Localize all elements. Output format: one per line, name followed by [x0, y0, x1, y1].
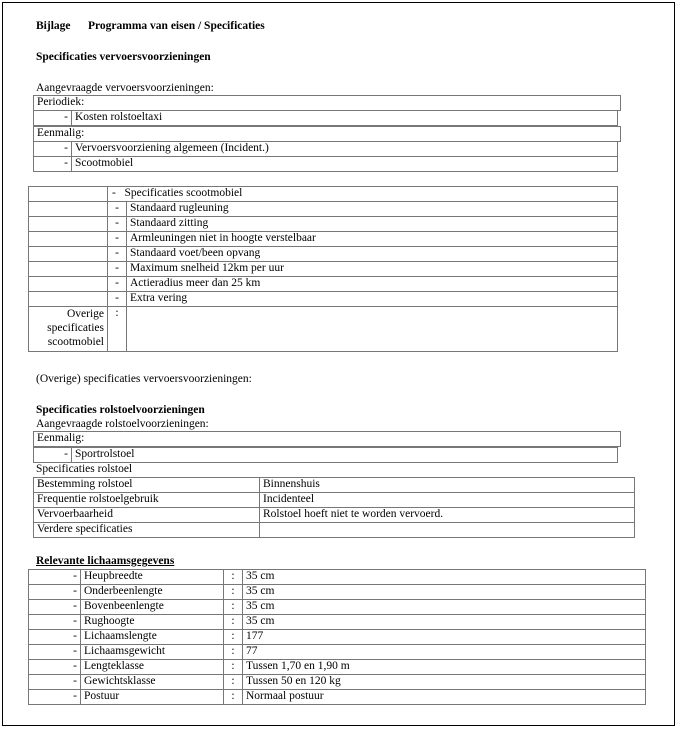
- body-label: Bovenbeenlengte: [81, 600, 224, 615]
- rolstoel-items-table: [33, 447, 618, 463]
- colon: :: [224, 630, 243, 645]
- document-title: Programma van eisen / Specificaties: [88, 20, 265, 32]
- body-label: Lengteklasse: [81, 660, 224, 675]
- body-label: Lichaamsgewicht: [81, 645, 224, 660]
- table-row: [29, 262, 618, 277]
- dash: -: [108, 232, 127, 247]
- overige-vervoer-label: (Overige) specificaties vervoersvoorzieningen:: [36, 373, 252, 385]
- rolstoel-spec-title: Specificaties rolstoel: [36, 463, 133, 475]
- table-row: [29, 660, 646, 675]
- overige-scoot-value: [127, 307, 618, 352]
- table-row: [29, 202, 618, 217]
- dash: -: [29, 600, 81, 615]
- body-label: Rughoogte: [81, 615, 224, 630]
- dash: -: [29, 675, 81, 690]
- body-value: 77: [243, 645, 646, 660]
- list-item: [34, 111, 618, 126]
- body-value: Tussen 50 en 120 kg: [243, 675, 646, 690]
- body-label: Postuur: [81, 690, 224, 705]
- spec-label: Bestemming rolstoel: [34, 478, 260, 493]
- eenmalig-items-table: [33, 141, 618, 172]
- body-value: Normaal postuur: [243, 690, 646, 705]
- eenmalig-item: Vervoersvoorziening algemeen (Incident.): [72, 142, 618, 157]
- dash: -: [29, 660, 81, 675]
- table-row: [29, 600, 646, 615]
- table-row: [34, 478, 635, 493]
- colon: :: [224, 660, 243, 675]
- colon: :: [224, 690, 243, 705]
- rolstoel-eenmalig-label: Eenmalig:: [34, 432, 621, 447]
- table-row: [29, 292, 618, 307]
- scoot-spec: Extra vering: [127, 292, 618, 307]
- lichaamsgegevens-table: [28, 569, 646, 705]
- rolstoel-eenmalig-table: [33, 431, 621, 447]
- dash: -: [112, 187, 116, 199]
- spec-label: Verdere specificaties: [34, 523, 260, 538]
- dash: -: [108, 217, 127, 232]
- colon: :: [224, 645, 243, 660]
- scootmobiel-specs-table: [28, 186, 618, 352]
- spec-value: Rolstoel hoeft niet te worden vervoerd.: [260, 508, 635, 523]
- dash: -: [29, 615, 81, 630]
- list-item: [34, 142, 618, 157]
- body-label: Onderbeenlengte: [81, 585, 224, 600]
- scootmobiel-title: Specificaties scootmobiel: [124, 187, 243, 199]
- body-value: 35 cm: [243, 570, 646, 585]
- scoot-spec: Standaard zitting: [127, 217, 618, 232]
- table-row: [29, 645, 646, 660]
- overige-scoot-label: Overige specificaties scootmobiel: [29, 307, 108, 352]
- rolstoel-item: Sportrolstoel: [72, 448, 618, 463]
- table-row: [29, 247, 618, 262]
- table-row: [29, 277, 618, 292]
- dash: -: [108, 247, 127, 262]
- spec-value: Binnenshuis: [260, 478, 635, 493]
- spec-value: Incidenteel: [260, 493, 635, 508]
- scoot-spec: Standaard rugleuning: [127, 202, 618, 217]
- body-label: Gewichtsklasse: [81, 675, 224, 690]
- dash: -: [29, 690, 81, 705]
- dash: -: [29, 570, 81, 585]
- dash: -: [34, 157, 72, 172]
- scoot-spec: Actieradius meer dan 25 km: [127, 277, 618, 292]
- dash: -: [29, 630, 81, 645]
- colon: :: [224, 615, 243, 630]
- scoot-spec: Armleuningen niet in hoogte verstelbaar: [127, 232, 618, 247]
- spec-label: Frequentie rolstoelgebruik: [34, 493, 260, 508]
- scoot-spec: Standaard voet/been opvang: [127, 247, 618, 262]
- list-item: [34, 448, 618, 463]
- dash: -: [29, 585, 81, 600]
- periodiek-items-table: [33, 110, 618, 126]
- body-value: 35 cm: [243, 585, 646, 600]
- table-row: [29, 217, 618, 232]
- colon: :: [224, 570, 243, 585]
- dash: -: [108, 292, 127, 307]
- body-value: Tussen 1,70 en 1,90 m: [243, 660, 646, 675]
- table-row: [29, 690, 646, 705]
- rolstoel-heading: Specificaties rolstoelvoorzieningen: [36, 404, 205, 416]
- table-row: [29, 615, 646, 630]
- bijlage-label: Bijlage: [36, 20, 71, 32]
- rolstoel-specs-table: [33, 477, 635, 538]
- dash: -: [34, 111, 72, 126]
- scoot-spec: Maximum snelheid 12km per uur: [127, 262, 618, 277]
- table-row: [29, 232, 618, 247]
- table-row: [34, 508, 635, 523]
- dash: -: [108, 262, 127, 277]
- dash: -: [108, 277, 127, 292]
- periodiek-item: Kosten rolstoeltaxi: [72, 111, 618, 126]
- eenmalig-header-table: [33, 126, 621, 142]
- colon: :: [108, 307, 127, 352]
- rolstoel-aangevraagd: Aangevraagde rolstoelvoorzieningen:: [36, 418, 209, 430]
- body-label: Lichaamslengte: [81, 630, 224, 645]
- colon: :: [224, 585, 243, 600]
- table-row: [29, 585, 646, 600]
- table-row: [34, 523, 635, 538]
- table-row: [29, 570, 646, 585]
- body-value: 177: [243, 630, 646, 645]
- lichaam-heading: Relevante lichaamsgegevens: [36, 555, 175, 567]
- eenmalig-label: Eenmalig:: [34, 127, 621, 142]
- body-label: Heupbreedte: [81, 570, 224, 585]
- colon: :: [224, 600, 243, 615]
- dash: -: [34, 448, 72, 463]
- table-row: [29, 307, 618, 352]
- body-value: 35 cm: [243, 600, 646, 615]
- eenmalig-item: Scootmobiel: [72, 157, 618, 172]
- dash: -: [108, 202, 127, 217]
- table-row: [34, 493, 635, 508]
- table-row: [29, 630, 646, 645]
- dash: -: [34, 142, 72, 157]
- spec-label: Vervoerbaarheid: [34, 508, 260, 523]
- table-row: [29, 675, 646, 690]
- vervoer-heading: Specificaties vervoersvoorzieningen: [36, 51, 211, 63]
- dash: -: [29, 645, 81, 660]
- spec-value: [260, 523, 635, 538]
- colon: :: [224, 675, 243, 690]
- body-value: 35 cm: [243, 615, 646, 630]
- vervoer-aangevraagd: Aangevraagde vervoersvoorzieningen:: [36, 82, 214, 94]
- periodiek-label: Periodiek:: [34, 96, 621, 111]
- periodiek-header-table: [33, 95, 621, 111]
- list-item: [34, 157, 618, 172]
